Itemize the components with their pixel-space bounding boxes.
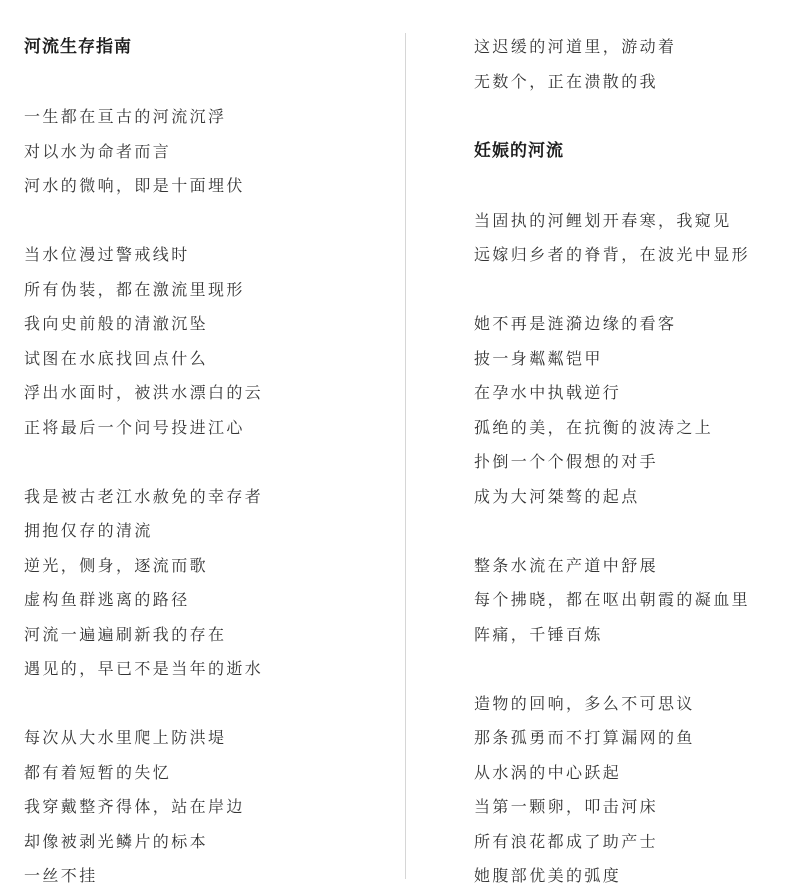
- poem-line: 所有伪装，都在激流里现形: [24, 279, 245, 299]
- poem-line: 她不再是涟漪边缘的看客: [474, 314, 677, 333]
- poem-line: 整条水流在产道中舒展: [474, 555, 659, 575]
- poem-line: 正将最后一个问号投进江心: [24, 417, 245, 437]
- poem-line: 从水涡的中心跃起: [474, 762, 622, 782]
- poem-line: 远嫁归乡者的脊背，在波光中显形: [474, 245, 751, 264]
- poem-line: 成为大河桀骜的起点: [474, 486, 640, 506]
- poem-line: 孤绝的美，在抗衡的波涛之上: [474, 417, 714, 437]
- stanza-gap: [24, 445, 394, 480]
- stanza: [24, 238, 394, 445]
- poem-line: 扑倒一个个假想的对手: [474, 452, 659, 471]
- poem-line: 试图在水底找回点什么: [24, 348, 209, 368]
- poem-line: 我向史前般的清澈沉坠: [24, 314, 209, 333]
- stanza: [24, 100, 394, 204]
- poem-line: 当第一颗卵，叩击河床: [474, 797, 659, 816]
- poem-line: 当固执的河鲤划开春寒，我窥见: [474, 210, 732, 230]
- poem-line: 拥抱仅存的清流: [24, 521, 153, 540]
- poem-line: 却像被剥光鳞片的标本: [24, 831, 209, 851]
- poem-line: 每个拂晓，都在呕出朝霞的凝血里: [474, 590, 751, 609]
- poem-line: 这迟缓的河道里，游动着: [474, 37, 677, 56]
- stanza-gap: [474, 99, 794, 134]
- poem-line: 一生都在亘古的河流沉浮: [24, 107, 227, 126]
- poem-line: 虚构鱼群逃离的路径: [24, 590, 190, 609]
- left-column: [24, 30, 394, 894]
- poem-title-right: 妊娠的河流: [474, 140, 564, 161]
- poem-line: 当水位漫过警戒线时: [24, 245, 190, 264]
- poem-line: 所有浪花都成了助产士: [474, 831, 659, 851]
- poem-line: 她腹部优美的弧度: [474, 866, 622, 885]
- poem-line: 无数个，正在溃散的我: [474, 71, 659, 91]
- stanza-gap: [474, 273, 794, 308]
- stanza-gap: [474, 652, 794, 687]
- poem-line: 河流一遍遍刷新我的存在: [24, 624, 227, 644]
- stanza-gap: [24, 64, 394, 100]
- poem-line: 我是被古老江水赦免的幸存者: [24, 486, 264, 506]
- stanza: [474, 549, 794, 653]
- right-column: [474, 30, 794, 894]
- poem-line: 逆光，侧身，逐流而歌: [24, 555, 209, 575]
- stanza-gap: [24, 687, 394, 722]
- stanza-gap: [474, 514, 794, 549]
- poem-line: 那条孤勇而不打算漏网的鱼: [474, 728, 695, 747]
- stanza: [474, 687, 794, 894]
- poem-line: 我穿戴整齐得体，站在岸边: [24, 797, 245, 816]
- stanza: [474, 307, 794, 514]
- poem-line: 遇见的，早已不是当年的逝水: [24, 659, 264, 678]
- stanza: [24, 480, 394, 687]
- stanza: [24, 721, 394, 894]
- column-divider: [405, 33, 406, 879]
- poem-line: 都有着短暂的失忆: [24, 762, 172, 782]
- poem-line: 一丝不挂: [24, 866, 98, 885]
- stanza: [474, 204, 794, 273]
- poem-line: 每次从大水里爬上防洪堤: [24, 728, 227, 747]
- stanza-gap: [24, 204, 394, 239]
- poem-title-left: 河流生存指南: [24, 37, 132, 57]
- stanza-gap: [474, 168, 794, 204]
- poem-line: 浮出水面时，被洪水漂白的云: [24, 383, 264, 402]
- poem-line: 河水的微响，即是十面埋伏: [24, 176, 245, 195]
- poem-line: 披一身粼粼铠甲: [474, 348, 603, 368]
- poem-line: 造物的回响，多么不可思议: [474, 693, 695, 713]
- poem-line: 阵痛，千锤百炼: [474, 624, 603, 644]
- stanza: [474, 30, 794, 99]
- poem-line: 在孕水中执戟逆行: [474, 383, 622, 402]
- poem-line: 对以水为命者而言: [24, 141, 172, 161]
